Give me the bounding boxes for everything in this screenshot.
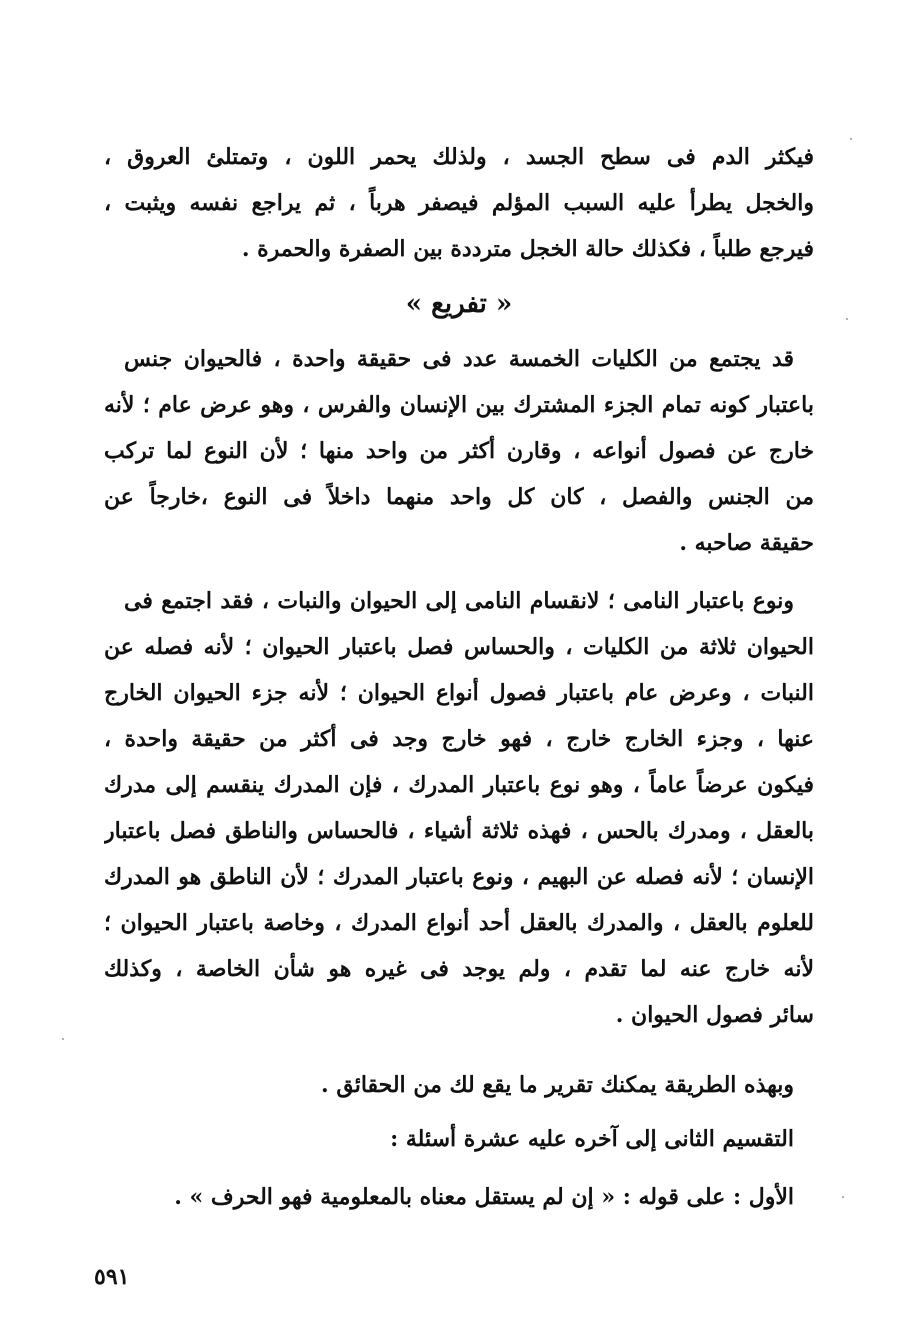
paragraph2-line-5: حقيقة صاحبه . (679, 530, 814, 556)
paragraph3-line-7: الإنسان ؛ لأنه فصله عن البهيم ، ونوع باعتبار المدرك ؛ لأن الناطق هو المدرك (104, 864, 814, 890)
paragraph1-line-1: فيكثر الدم فى سطح الجسد ، ولذلك يحمر اللون ، وتمتلئ العروق ، (104, 144, 814, 170)
first-question-line: الأول : على قوله : « إن لم يستقل معناه بالمعلومية فهو الحرف » . (174, 1184, 794, 1210)
paragraph3-line-10: سائر فصول الحيوان . (615, 1002, 814, 1028)
scan-speck (62, 1038, 64, 1040)
paragraph2-line-2: باعتبار كونه تمام الجزء المشترك بين الإنسان والفرس ، وهو عرض عام ؛ لأنه (104, 392, 814, 418)
paragraph3-line-8: للعلوم بالعقل ، والمدرك بالعقل أحد أنواع المدرك ، وخاصة باعتبار الحيوان ؛ (104, 910, 814, 936)
scan-speck (846, 318, 848, 320)
paragraph3-line-4: عنها ، وجزء الخارج خارج ، فهو خارج وجد فى أكثر من حقيقة واحدة ، (104, 726, 814, 752)
division-line: التقسيم الثانى إلى آخره عليه عشرة أسئلة : (390, 1126, 794, 1152)
paragraph1-line-3: فيرجع طلباً ، فكذلك حالة الخجل مترددة بين الصفرة والحمرة . (241, 236, 814, 262)
paragraph3-line-5: فيكون عرضاً عاماً ، وهو نوع باعتبار المدرك ، فإن المدرك ينقسم إلى مدرك (104, 772, 814, 798)
paragraph1-line-2: والخجل يطرأ عليه السبب المؤلم فيصفر هرباً ، ثم يراجع نفسه ويثبت ، (104, 190, 814, 216)
paragraph3-line-3: النبات ، وعرض عام باعتبار فصول أنواع الحيوان ؛ لأنه جزء الحيوان الخارج (104, 680, 814, 706)
paragraph2-line-1: قد يجتمع من الكليات الخمسة عدد فى حقيقة واحدة ، فالحيوان جنس (124, 346, 794, 372)
scan-speck (850, 138, 852, 140)
paragraph3-line-2: الحيوان ثلاثة من الكليات ، والحساس فصل باعتبار الحيوان ؛ لأنه فصله عن (104, 634, 814, 660)
paragraph2-line-3: خارج عن فصول أنواعه ، وقارن أكثر من واحد منها ؛ لأن النوع لما تركب (104, 438, 814, 464)
method-line: وبهذه الطريقة يمكنك تقرير ما يقع لك من الحقائق . (321, 1072, 794, 1098)
section-heading: « تفريع » (405, 289, 513, 319)
paragraph3-line-6: بالعقل ، ومدرك بالحس ، فهذه ثلاثة أشياء ، فالحساس والناطق فصل باعتبار (104, 818, 814, 844)
scan-speck (842, 1196, 844, 1198)
paragraph3-line-9: لأنه خارج عنه لما تقدم ، ولم يوجد فى غيره هو شأن الخاصة ، وكذلك (104, 956, 814, 982)
paragraph2-line-4: من الجنس والفصل ، كان كل واحد منهما داخلاً فى النوع ،خارجاً عن (104, 484, 814, 510)
page-number: ٥٩١ (94, 1264, 130, 1290)
paragraph3-line-1: ونوع باعتبار النامى ؛ لانقسام النامى إلى الحيوان والنبات ، فقد اجتمع فى (124, 588, 794, 614)
